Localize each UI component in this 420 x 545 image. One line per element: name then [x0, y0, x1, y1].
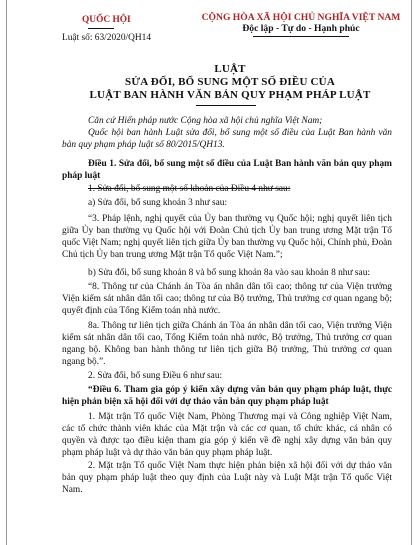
article-1-item-2: 2. Sửa đổi, bổ sung Điều 6 như sau: [88, 371, 223, 381]
title-amendment: SỬA ĐỔI, BỔ SUNG MỘT SỐ ĐIỀU CỦA [125, 76, 335, 88]
title-law-name: LUẬT BAN HÀNH VĂN BẢN QUY PHẠM PHÁP LUẬT [89, 89, 371, 101]
motto-underline [253, 36, 349, 37]
motto: Độc lập - Tự do - Hạnh phúc [242, 23, 360, 34]
article-6-paragraph-2: 2. Mặt trận Tổ quốc Việt Nam thực hiện phản biện xã hội đối với dự thảo văn bản quy phạm pháp luật theo quy định của Luật này và Luật Mặt trận Tổ quốc Việt Nam. [62, 461, 392, 495]
article-1-item-1a: a) Sửa đổi, bổ sung khoản 3 như sau: [88, 198, 228, 208]
article-6-heading: “Điều 6. Tham gia góp ý kiến xây dựng văn bản quy phạm pháp luật, thực hiện phản biện xã hội đối với dự thảo văn bản quy phạm pháp luật [62, 385, 392, 407]
clause-3-text: “3. Pháp lệnh, nghị quyết của Ủy ban thường vụ Quốc hội; nghị quyết liên tịch giữa Ủy ban thường vụ Quốc hội với Đoàn Chủ tịch Ủy ban trung ương Mặt trận Tổ quốc Việt Nam; nghị quyết liên tịch giữa Ủy ban thường vụ Quốc hội, Chính phủ, Đoàn Chủ tịch Ủy ban trung ương Mặt trận Tổ quốc Việt Nam.”; [62, 214, 392, 260]
issuer-underline [88, 28, 114, 29]
clause-8a-text: 8a. Thông tư liên tịch giữa Chánh án Tòa án nhân dân tối cao, Viện trưởng Viện kiểm sát nhân dân tối cao, Tổng Kiểm toán nhà nước, Bộ trưởng, Thủ trưởng cơ quan ngang bộ. Không ban hành thông tư liên tịch giữa Bộ trưởng, Thủ trưởng cơ quan ngang bộ.”. [62, 321, 392, 367]
clause-8-text: “8. Thông tư của Chánh án Tòa án nhân dân tối cao; thông tư của Viện trưởng Viện kiểm sát nhân dân tối cao; thông tư của Bộ trưởng, Thủ trưởng cơ quan ngang bộ; quyết định của Tổng Kiểm toán nhà nước. [62, 282, 392, 316]
article-1-item-1b: b) Sửa đổi, bổ sung khoản 8 và bổ sung khoản 8a vào sau khoản 8 như sau: [88, 268, 371, 278]
title-underline [196, 105, 256, 106]
article-1-item-1 [62, 183, 392, 195]
article-1-item-1-text: 1. Sửa đổi, bổ sung một số khoản của Điều 4 như sau: [88, 184, 291, 194]
nation-title: CỘNG HÒA XÃ HỘI CHỦ NGHĨA VIỆT NAM [201, 12, 401, 23]
preamble-basis: Căn cứ Hiến pháp nước Cộng hòa xã hội chủ nghĩa Việt Nam; [88, 116, 323, 126]
article-1-heading: Điều 1. Sửa đổi, bổ sung một số điều của Luật Ban hành văn bản quy phạm pháp luật [62, 159, 392, 181]
document-number: Luật số: 63/2020/QH14 [62, 33, 152, 43]
article-6-paragraph-1: 1. Mặt trận Tổ quốc Việt Nam, Phòng Thương mại và Công nghiệp Việt Nam, các tổ chức thành viên khác của Mặt trận và các cơ quan, tổ chức khác, cá nhân có quyền và được tạo điều kiện tham gia góp ý kiến về đề nghị xây dựng văn bản quy phạm pháp luật và dự thảo văn bản quy phạm pháp luật. [62, 412, 392, 458]
preamble-enactment: Quốc hội ban hành Luật sửa đổi, bổ sung một số điều của Luật Ban hành văn bản quy phạm pháp luật số 80/2015/QH13. [62, 128, 392, 150]
issuer-name: QUỐC HỘI [82, 15, 131, 25]
title-law: LUẬT [214, 63, 246, 75]
